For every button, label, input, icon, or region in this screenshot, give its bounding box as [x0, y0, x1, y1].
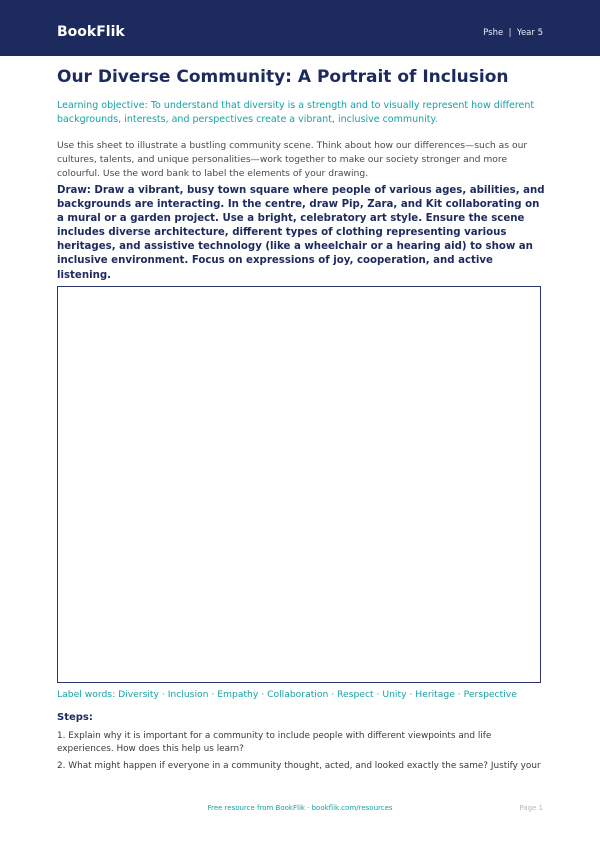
worksheet-title: Our Diverse Community: A Portrait of Inclusion — [57, 67, 509, 87]
page-footer — [0, 803, 600, 815]
subject-year-label — [483, 27, 543, 39]
footer-resource-link[interactable]: Free resource from BookFlik · bookflik.com/resources — [207, 804, 393, 812]
drawing-area[interactable] — [57, 286, 541, 683]
meta-separator: | — [508, 28, 512, 38]
word-bank: Label words: Diversity · Inclusion · Empathy · Collaboration · Respect · Unity · Heritage · Perspective — [57, 689, 517, 700]
brand-logo[interactable]: BookFlik — [57, 24, 125, 40]
steps-heading: Steps: — [57, 712, 93, 723]
page-header — [0, 0, 600, 56]
page-number: Page 1 — [519, 804, 543, 812]
drawing-task: Draw: Draw a vibrant, busy town square where people of various ages, abilities, and backgrounds are interacting. In the centre, draw Pip, Zara, and Kit collaborating on a mural or a garden project. Use a bright, celebratory art style. Ensure the scene includes diverse architecture, different types of clothing representing various heritages, and assistive technology (like a wheelchair or a hearing aid) to show an inclusive environment. Focus on expressions of joy, cooperation, and active listening. — [57, 185, 545, 281]
intro-text: Use this sheet to illustrate a bustling community scene. Think about how our differences—such as our cultures, talents, and unique personalities—work together to make our society stronger and more colourful. Use the word bank to label the elements of your drawing. — [57, 140, 528, 179]
year-label: Year 5 — [516, 28, 543, 38]
steps-list — [57, 730, 547, 776]
learning-objective: Learning objective: To understand that diversity is a strength and to visually represent how different backgrounds, interests, and perspectives create a vibrant, inclusive community. — [57, 100, 535, 125]
step-item: 1. Explain why it is important for a community to include people with different viewpoints and life experiences. How does this help us learn? — [57, 731, 492, 754]
step-item: 2. What might happen if everyone in a community thought, acted, and looked exactly the same? Justify your — [57, 761, 541, 771]
subject-label: Pshe — [483, 28, 504, 38]
